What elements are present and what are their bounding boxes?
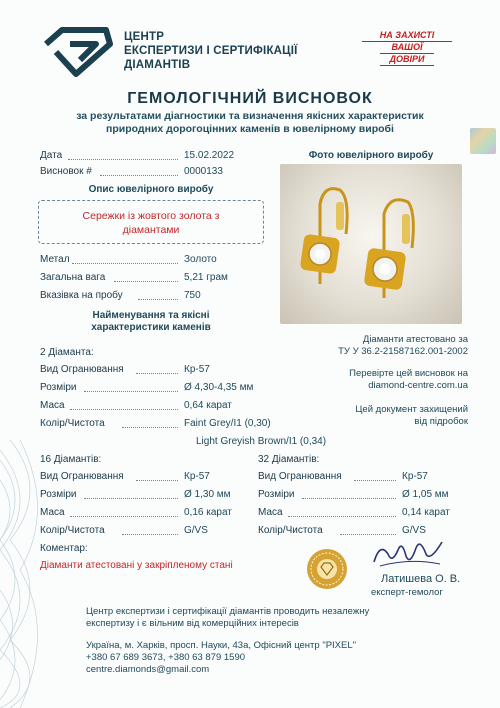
verify-note [272, 368, 468, 392]
group3-color-value: G/VS [402, 525, 426, 536]
slogan-line3: ДОВІРИ [380, 54, 434, 66]
photo-title: Фото ювелірного виробу [308, 150, 434, 161]
group2-cut-value: Кр-57 [184, 471, 210, 482]
verify-link[interactable]: diamond-centre.com.ua [368, 380, 468, 391]
certified-line1: Діаманти атестовано за [362, 334, 468, 345]
group3-mass-label: Маса [258, 507, 283, 518]
slogan [362, 30, 452, 66]
org-name-line3: ДІАМАНТІВ [124, 59, 191, 71]
number-value: 0000133 [184, 166, 223, 177]
slogan-line2: ВАШОЇ [380, 42, 434, 54]
weight-value: 5,21 грам [184, 272, 228, 283]
group3-size-value: Ø 1,05 мм [402, 489, 449, 500]
dotted-leader [68, 152, 178, 160]
description-heading: Опис ювелірного виробу [88, 184, 214, 195]
group1-mass-label: Маса [40, 400, 65, 411]
dotted-leader [72, 256, 178, 264]
expert-name: Латишева О. В. [381, 573, 461, 585]
certified-line2: ТУ У 36.2-21587162.001-2002 [338, 346, 468, 357]
diamond-logo-icon [36, 24, 116, 80]
dotted-leader [354, 473, 396, 481]
contacts-address: Україна, м. Харків, просп. Науки, 43а, Офісний центр "PIXEL" [86, 640, 357, 651]
dotted-leader [340, 527, 396, 535]
group3-cut-value: Кр-57 [402, 471, 428, 482]
group1-color-value1: Faint Grey/I1 (0,30) [184, 418, 271, 429]
dotted-leader [122, 420, 178, 428]
description-box: Сережки із жовтого золота з діамантами [38, 200, 264, 244]
group2-size-label: Розміри [40, 489, 77, 500]
weight-label: Загальна вага [40, 272, 106, 283]
document-subtitle [40, 110, 460, 136]
date-label: Дата [40, 150, 63, 161]
document-title: ГЕМОЛОГІЧНИЙ ВИСНОВОК [127, 90, 373, 107]
group2-color-label: Колір/Чистота [40, 525, 105, 536]
dotted-leader [100, 168, 178, 176]
slogan-line1: НА ЗАХИСТІ [362, 30, 452, 42]
protection-line1: Цей документ захищений [355, 404, 468, 415]
date-value: 15.02.2022 [184, 150, 235, 161]
group2-mass-value: 0,16 карат [184, 507, 232, 518]
dotted-leader [70, 402, 178, 410]
subtitle-line1: за результатами діагностики та визначення якісних характеристик [76, 110, 424, 122]
group1-cut-label: Вид Огранювання [40, 364, 124, 375]
protection-note [272, 404, 468, 428]
number-label: Висновок # [40, 166, 92, 177]
dotted-leader [136, 366, 178, 374]
dotted-leader [84, 384, 178, 392]
contacts-phones: +380 67 689 3673, +380 63 879 1590 [86, 652, 246, 663]
metal-label: Метал [40, 254, 70, 265]
stones-heading-line2: характеристики каменів [91, 322, 211, 333]
metal-value: Золото [184, 254, 217, 265]
group2-cut-label: Вид Огранювання [40, 471, 124, 482]
group3-size-label: Розміри [258, 489, 295, 500]
dotted-leader [122, 527, 178, 535]
group3-cut-label: Вид Огранювання [258, 471, 342, 482]
group1-size-value: Ø 4,30-4,35 мм [184, 382, 254, 393]
expert-role: експерт-гемолог [371, 587, 443, 598]
org-name-line2: ЕКСПЕРТИЗИ І СЕРТИФІКАЦІЇ [124, 45, 298, 57]
group1-cut-value: Кр-57 [184, 364, 210, 375]
group2-mass-label: Маса [40, 507, 65, 518]
probe-label: Вказівка на пробу [40, 290, 123, 301]
dotted-leader [138, 292, 178, 300]
stones-heading [40, 310, 262, 334]
subtitle-line2: природних дорогоцінних каменів в ювелірному виробі [106, 123, 394, 135]
contacts [86, 640, 416, 676]
org-name-line1: ЦЕНТР [124, 31, 165, 43]
group3-color-label: Колір/Чистота [258, 525, 323, 536]
org-name [124, 30, 298, 72]
seal-icon [306, 548, 348, 590]
group3-mass-value: 0,14 карат [402, 507, 450, 518]
earrings-image [280, 164, 462, 324]
dotted-leader [288, 509, 396, 517]
group2-color-value: G/VS [184, 525, 208, 536]
disclaimer-line2: експертизу і є вільним від комерційних інтересів [86, 618, 299, 629]
hologram-icon [470, 128, 496, 154]
comment-label: Коментар: [40, 543, 88, 554]
group1-color-label: Колір/Чистота [40, 418, 105, 429]
jewelry-photo [280, 164, 462, 324]
contacts-email[interactable]: centre.diamonds@gmail.com [86, 664, 210, 675]
dotted-leader [302, 491, 396, 499]
dotted-leader [136, 473, 178, 481]
certified-note [272, 334, 468, 358]
group3-title: 32 Діамантів: [258, 454, 320, 465]
group1-mass-value: 0,64 карат [184, 400, 232, 411]
verify-line1: Перевірте цей висновок на [349, 368, 468, 379]
group2-size-value: Ø 1,30 мм [184, 489, 231, 500]
probe-value: 750 [184, 290, 201, 301]
dotted-leader [114, 274, 178, 282]
protection-line2: від підробок [414, 416, 468, 427]
group1-color-value2: Light Greyish Brown/I1 (0,34) [196, 436, 327, 447]
group1-title: 2 Діаманта: [40, 347, 94, 358]
group1-size-label: Розміри [40, 382, 77, 393]
comment-value: Діаманти атестовані у закріпленому стані [40, 560, 233, 571]
group2-title: 16 Діамантів: [40, 454, 102, 465]
dotted-leader [84, 491, 178, 499]
disclaimer-line1: Центр експертизи і сертифікації діамантів проводить незалежну [86, 606, 370, 617]
disclaimer [86, 606, 416, 630]
signature-icon [370, 536, 446, 572]
stones-heading-line1: Найменування та якісні [92, 310, 210, 321]
dotted-leader [70, 509, 178, 517]
